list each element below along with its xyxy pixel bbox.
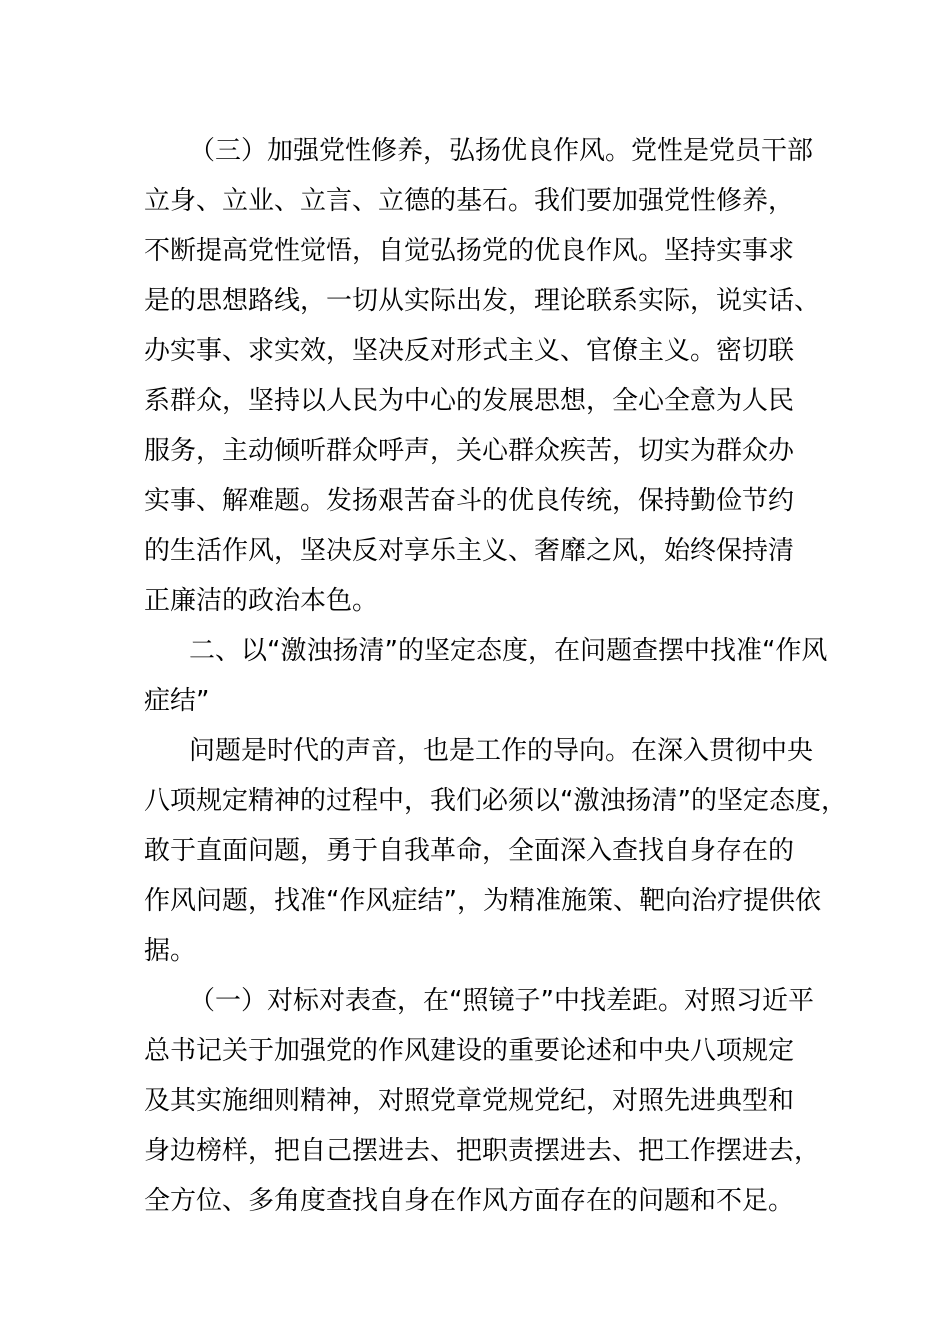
text-line: 问题是时代的声音，也是工作的导向。在深入贯彻中央 bbox=[189, 736, 814, 766]
text-line: 不断提高党性觉悟，自觉弘扬党的优良作风。坚持实事求 bbox=[144, 236, 795, 266]
text-line: 是的思想路线，一切从实际出发，理论联系实际，说实话、 bbox=[144, 286, 821, 316]
text-line: （一）对标对表查，在“照镜子”中找差距。对照习近平 bbox=[189, 986, 814, 1016]
text-line: 实事、解难题。发扬艰苦奋斗的优良传统，保持勤俭节约 bbox=[144, 486, 795, 516]
text-line: 办实事、求实效，坚决反对形式主义、官僚主义。密切联 bbox=[144, 336, 795, 366]
text-line: 的生活作风，坚决反对享乐主义、奢靡之风，始终保持清 bbox=[144, 536, 795, 566]
text-line: 服务，主动倾听群众呼声，关心群众疾苦，切实为群众办 bbox=[144, 436, 795, 466]
text-line: 八项规定精神的过程中，我们必须以“激浊扬清”的坚定态度， bbox=[144, 786, 847, 816]
text-line: 身边榜样，把自己摆进去、把职责摆进去、把工作摆进去， bbox=[144, 1136, 821, 1166]
text-line: 据。 bbox=[144, 936, 197, 966]
section-heading: 症结” bbox=[144, 686, 210, 716]
text-line: 及其实施细则精神，对照党章党规党纪，对照先进典型和 bbox=[144, 1086, 795, 1116]
text-line: 系群众，坚持以人民为中心的发展思想，全心全意为人民 bbox=[144, 386, 795, 416]
text-line: 总书记关于加强党的作风建设的重要论述和中央八项规定 bbox=[144, 1036, 795, 1066]
text-line: 立身、立业、立言、立德的基石。我们要加强党性修养， bbox=[144, 186, 795, 216]
text-line: 作风问题，找准“作风症结”，为精准施策、靶向治疗提供依 bbox=[144, 886, 821, 916]
text-line: （三）加强党性修养，弘扬优良作风。党性是党员干部 bbox=[189, 136, 814, 166]
text-line: 正廉洁的政治本色。 bbox=[144, 586, 379, 616]
text-line: 全方位、多角度查找自身在作风方面存在的问题和不足。 bbox=[144, 1186, 795, 1216]
text-line: 敢于直面问题，勇于自我革命，全面深入查找自身存在的 bbox=[144, 836, 795, 866]
section-heading: 二、以“激浊扬清”的坚定态度，在问题查摆中找准“作风 bbox=[189, 636, 828, 666]
